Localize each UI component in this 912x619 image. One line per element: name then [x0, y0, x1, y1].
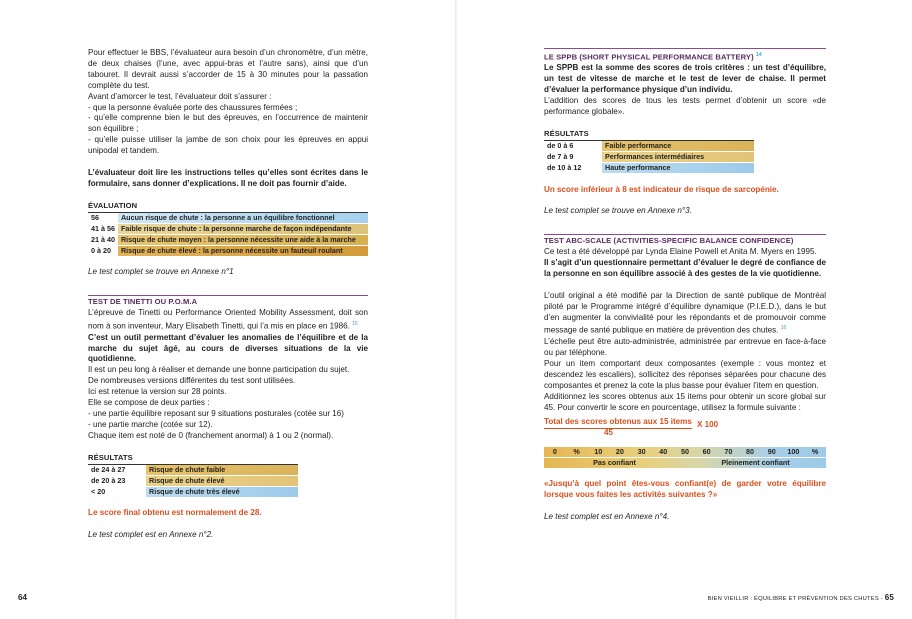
abc-paragraph: L’outil original a été modifié par la Direction de santé publique de Montréal piloté par le Programme intégré d’équilibre dynamique (P.I.E.D.), dans le but d’en augmenter la convivialité pour les répondants et de promouvoir comme message de santé publique en matière de prévention des chutes. $^{16}$ [544, 290, 826, 336]
abc-section-title: TEST ABC-SCALE (ACTIVITIES-SPECIFIC BALANCE CONFIDENCE) [544, 234, 826, 247]
annexe-reference: Le test complet est en Annexe n°4. [544, 512, 670, 522]
table-row: de 10 à 12 Haute performance [544, 162, 754, 173]
results-title: RÉSULTATS [88, 452, 133, 462]
abc-line: L’échelle peut être auto-administrée, administrée par entrevue en face-à-face ou par téléphone. [544, 337, 826, 357]
abc-definition: Il s’agit d’un questionnaire permettant d’évaluer le degré de confiance de la personne en son équilibre associé à des gestes de la vie quotidienne. [544, 258, 826, 278]
scale-labels [544, 457, 826, 468]
instruction-note: L’évaluateur doit lire les instructions telles qu’elles sont écrites dans le formulaire, sans donner d’explications. Il ne doit pas fournir d’aide. [88, 167, 368, 188]
tinetti-line: - une partie marche (cotée sur 12). [88, 419, 213, 429]
page-footer [708, 593, 894, 605]
abc-question: «Jusqu’à quel point êtes-vous confiant(e) de garder votre équilibre lorsque vous faites les activités suivantes ?» [544, 479, 826, 500]
sppb-section-title: LE SPPB (SHORT PHYSICAL PERFORMANCE BATTERY) $^{14}$ [544, 48, 826, 63]
sppb-definition: Le SPPB est la somme des scores de trois critères : un test d’équilibre, un test de vitesse de marche et le test de lever de chaise. Il permet d’évaluer la performance physique d’un individu. [544, 63, 826, 95]
scale-values: 0 % 10 20 30 40 50 60 70 80 90 100 % [544, 447, 826, 457]
tinetti-line: De nombreuses versions différentes du test sont utilisées. [88, 376, 296, 386]
tinetti-line: Ici est retenue la version sur 28 points. [88, 387, 227, 397]
scale-high-label: Pleinement confiant [721, 458, 790, 468]
tinetti-line: - une partie équilibre reposant sur 9 situations posturales (cotée sur 16) [88, 409, 344, 418]
abc-line: Pour un item comportant deux composantes (exemple : vous montez et descendez les escaliers), sollicitez des réponses séparées pour chacune des composantes et prenez la cote la plus basse pour évaluer l’item en question. [544, 358, 826, 390]
intro-line: - qu’elle puisse utiliser la jambe de son choix pour les épreuves en appui unipodal et tandem. [88, 135, 368, 156]
evaluation-table [88, 212, 368, 257]
page-number: 65 [884, 593, 894, 602]
tinetti-results-table [88, 464, 298, 498]
scale-low-label: Pas confiant [593, 458, 636, 468]
sppb-results-table [544, 140, 754, 174]
tinetti-line: Chaque item est noté de 0 (franchement anormal) à 1 ou 2 (normal). [88, 430, 334, 440]
intro-line: Avant d’amorcer le test, l’évaluateur doit s’assurer : [88, 91, 272, 101]
intro-line: - qu’elle comprenne bien le but des épreuves, en l’occurrence de maintenir son équilibre ; [88, 113, 368, 134]
table-row: de 20 à 23 Risque de chute élevé [88, 475, 298, 486]
left-column [88, 48, 368, 541]
tinetti-line: Elle se compose de deux parties : [88, 398, 210, 408]
score-note: Le score final obtenu est normalement de 28. [88, 508, 262, 518]
tinetti-definition: C’est un outil permettant d’évaluer les anomalies de l’équilibre et de la marche du sujet âgé, au cours de diverses situations de la vie quotidienne. [88, 332, 368, 364]
table-row: 21 à 40 Risque de chute moyen : la personne nécessite une aide à la marche [88, 234, 368, 245]
sarcopenia-note: Un score inférieur à 8 est indicateur de risque de sarcopénie. [544, 184, 779, 194]
formula-denominator: 45 [604, 428, 614, 438]
page-number: 64 [18, 593, 27, 602]
results-title: RÉSULTATS [544, 128, 589, 138]
sppb-text: L’addition des scores de tous les tests permet d’obtenir un score «de performance globale». [544, 96, 826, 117]
right-column [544, 48, 826, 523]
right-page [456, 0, 912, 619]
tinetti-section-title: TEST DE TINETTI OU P.O.M.A [88, 295, 368, 308]
table-row: de 24 à 27 Risque de chute faible [88, 464, 298, 475]
table-row: de 7 à 9 Performances intermédiaires [544, 151, 754, 162]
table-row: de 0 à 6 Faible performance [544, 140, 754, 151]
table-row: 0 à 20 Risque de chute élevé : la personne nécessite un fauteuil roulant [88, 245, 368, 256]
table-row: 56 Aucun risque de chute : la personne a un équilibre fonctionnel [88, 212, 368, 223]
annexe-reference: Le test complet est en Annexe n°2. [88, 530, 214, 540]
abc-intro: Ce test a été développé par Lynda Elaine Powell et Anita M. Myers en 1995. [544, 247, 817, 257]
tinetti-intro: L’épreuve de Tinetti ou Performance Oriented Mobility Assessment, doit son nom à son inventeur, Mary Elisabeth Tinetti, qui l’a mis en place en 1986. $^{15}$ [88, 308, 368, 331]
intro-paragraph: Pour effectuer le BBS, l’évaluateur aura besoin d’un chronomètre, d’un mètre, de deux chaises (l’une, avec appui-bras et l’autre sans), ainsi que d’un tabouret. Il devrait aussi s’accorder de 15 à 30 minutes pour la passation complète du test. [88, 48, 368, 90]
abc-line: Additionnez les scores obtenus aux 15 items pour obtenir un score global sur 45. Pour convertir le score en pourcentage, utilisez la formule suivante : [544, 391, 826, 412]
tinetti-line: Il est un peu long à réaliser et demande une bonne participation du sujet. [88, 365, 350, 375]
annexe-reference: Le test complet se trouve en Annexe n°1 [88, 267, 234, 277]
formula-multiplier: X 100 [697, 420, 719, 430]
confidence-scale [544, 447, 826, 468]
percent-formula [544, 417, 826, 441]
formula-numerator: Total des scores obtenus aux 15 items [544, 417, 692, 429]
annexe-reference: Le test complet se trouve en Annexe n°3. [544, 206, 692, 216]
table-row: < 20 Risque de chute très élevé [88, 486, 298, 497]
evaluation-title: ÉVALUATION [88, 200, 138, 210]
table-row: 41 à 56 Faible risque de chute : la personne marche de façon indépendante [88, 223, 368, 234]
intro-line: - que la personne évaluée porte des chaussures fermées ; [88, 102, 298, 112]
footer-text: BIEN VIEILLIR : ÉQUILIBRE ET PRÉVENTION DES CHUTES - [707, 596, 883, 602]
